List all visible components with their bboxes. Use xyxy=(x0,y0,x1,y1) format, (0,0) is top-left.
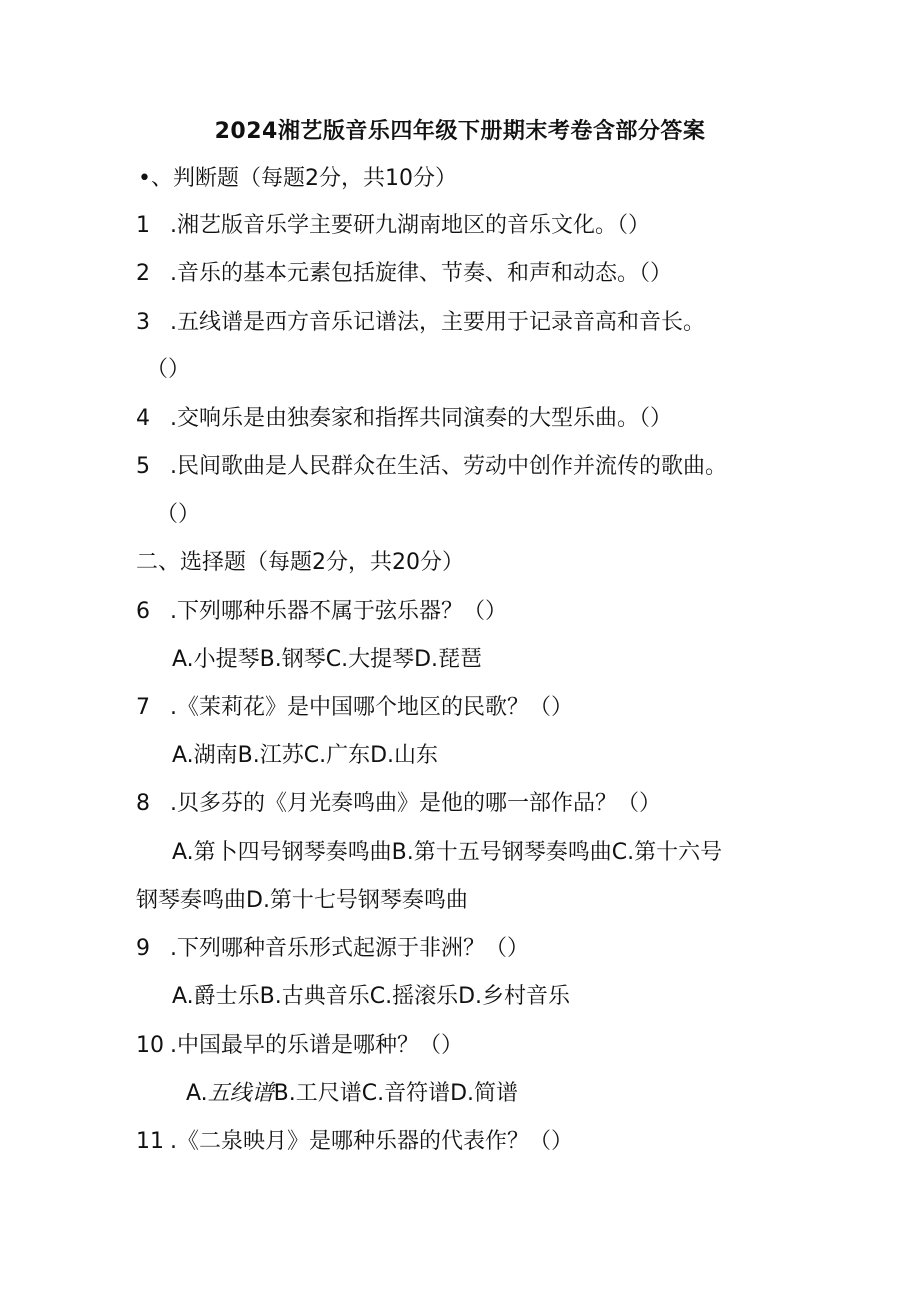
question-text: .下列哪种音乐形式起源于非洲？（） xyxy=(170,936,529,961)
question-4 xyxy=(136,404,672,434)
question-9-options: A.爵士乐B.古典音乐C.摇滚乐D.乡村音乐 xyxy=(172,984,571,1009)
question-11 xyxy=(136,1127,573,1157)
question-number: 2 xyxy=(136,261,150,286)
question-number: 1 xyxy=(136,213,150,238)
question-6 xyxy=(136,597,507,627)
question-7-options: A.湖南B.江苏C.广东D.山东 xyxy=(172,743,439,768)
section-1-heading: •、判断题（每题2分，共10分） xyxy=(138,166,457,191)
question-2 xyxy=(136,259,672,289)
question-text: .贝多芬的《月光奏鸣曲》是他的哪一部作品？（） xyxy=(170,791,661,816)
question-5-answer-blank: （） xyxy=(156,502,201,527)
option-a-text: 五线谱 xyxy=(207,1081,274,1106)
question-8 xyxy=(136,789,661,819)
question-number: 5 xyxy=(136,454,150,479)
question-10-options xyxy=(186,1079,518,1109)
question-7 xyxy=(136,693,573,723)
question-number: 9 xyxy=(136,936,150,961)
question-text: .交响乐是由独奏家和指挥共同演奏的大型乐曲。（） xyxy=(170,406,672,431)
question-8-options-line-1: A.第卜四号钢琴奏鸣曲B.第十五号钢琴奏鸣曲C.第十六号 xyxy=(172,840,723,865)
question-number: 4 xyxy=(136,406,150,431)
question-number: 7 xyxy=(136,695,150,720)
question-5 xyxy=(136,452,727,482)
question-9 xyxy=(136,934,529,964)
page-title: 2024湘艺版音乐四年级下册期末考卷含部分答案 xyxy=(214,119,706,144)
question-text: .下列哪种乐器不属于弦乐器？（） xyxy=(170,599,507,624)
option-a-prefix: A. xyxy=(186,1081,208,1106)
question-1 xyxy=(136,211,650,241)
section-2-heading: 二、选择题（每题2分，共20分） xyxy=(136,550,464,575)
question-text: .湘艺版音乐学主要研九湖南地区的音乐文化。（） xyxy=(170,213,650,238)
options-rest: B.工尺谱C.音符谱D.简谱 xyxy=(273,1081,519,1106)
question-number: 3 xyxy=(136,310,150,335)
question-3-answer-blank: （） xyxy=(146,357,191,382)
question-6-options: A.小提琴B.钢琴C.大提琴D.琵琶 xyxy=(172,647,483,672)
question-text: .音乐的基本元素包括旋律、节奏、和声和动态。（） xyxy=(170,261,672,286)
question-number: 6 xyxy=(136,599,150,624)
question-3 xyxy=(136,308,705,338)
question-text: .五线谱是西方音乐记谱法，主要用于记录音高和音长。 xyxy=(170,310,705,335)
question-10 xyxy=(136,1031,463,1061)
question-number: 10 xyxy=(136,1033,164,1058)
question-8-options-line-2: 钢琴奏鸣曲D.第十七号钢琴奏鸣曲 xyxy=(136,888,468,913)
question-text: .《二泉映月》是哪种乐器的代表作？（） xyxy=(170,1129,573,1154)
question-number: 8 xyxy=(136,791,150,816)
question-number: 11 xyxy=(136,1129,164,1154)
question-text: .《茉莉花》是中国哪个地区的民歌？（） xyxy=(170,695,573,720)
question-text: .中国最早的乐谱是哪种？（） xyxy=(170,1033,463,1058)
question-text: .民间歌曲是人民群众在生活、劳动中创作并流传的歌曲。 xyxy=(170,454,727,479)
